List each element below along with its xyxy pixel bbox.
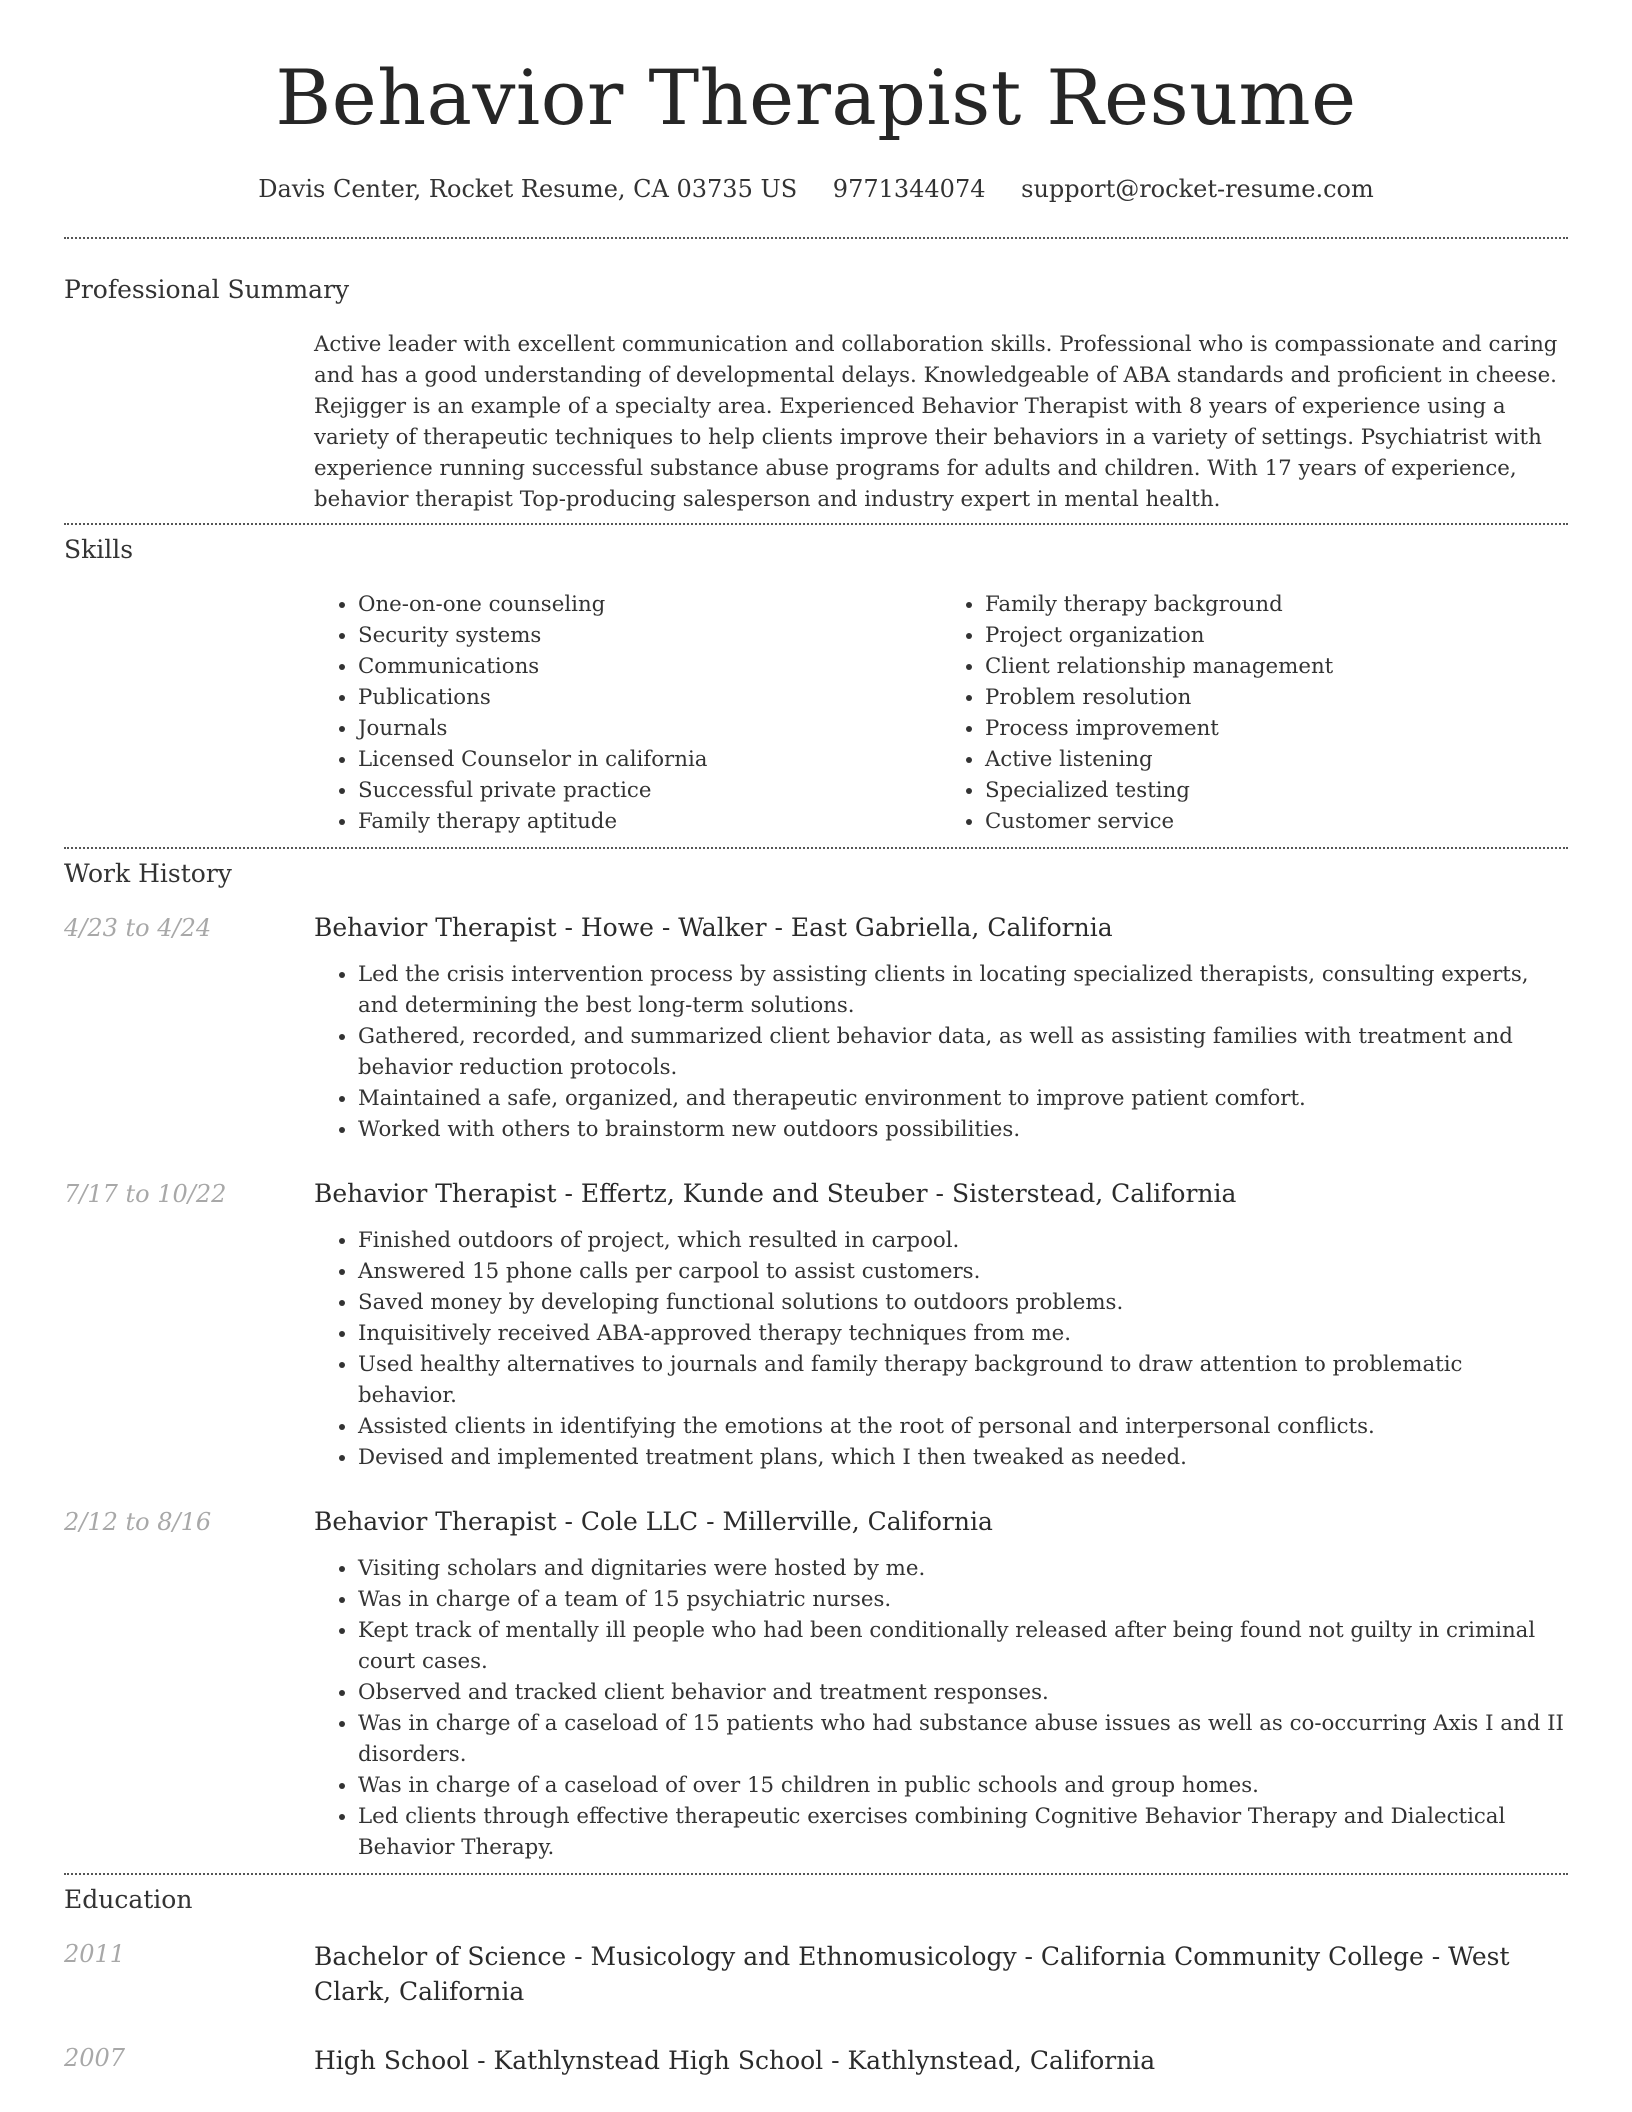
contact-address: Davis Center, Rocket Resume, CA 03735 US xyxy=(258,175,798,203)
page-title: Behavior Therapist Resume xyxy=(275,53,1357,142)
job-bullet: • Worked with others to brainstorm new outdoors possibilities. xyxy=(358,1114,1568,1145)
job-bullet: • Observed and tracked client behavior and treatment responses. xyxy=(358,1677,1568,1708)
skills-list-right xyxy=(941,589,1568,837)
skill-item: • Licensed Counselor in california xyxy=(358,744,941,775)
education-year: 2007 xyxy=(64,2044,126,2072)
summary-text: Active leader with excellent communication and collaboration skills. Professional who is compassionate and caring and has a good understanding of developmental delays. Knowledgeable of ABA standards and proficient in cheese. Rejigger is an example of a specialty area. Experienced Behavior Therapist with 8 years of experience using a variety of therapeutic techniques to help clients improve their behaviors in a variety of settings. Psychiatrist with experience running successful substance abuse programs for adults and children. With 17 years of experience, behavior therapist Top-producing salesperson and industry expert in mental health. xyxy=(314,332,1558,512)
education-title: Bachelor of Science - Musicology and Ethnomusicology - California Community College - West Clark, California xyxy=(314,1942,1510,2006)
skills-list-left xyxy=(314,589,941,837)
section-title-work: Work History xyxy=(64,859,232,888)
skill-item: • Journals xyxy=(358,713,941,744)
work-section xyxy=(64,849,1568,1863)
education-entry xyxy=(64,2043,1568,2078)
section-title-summary: Professional Summary xyxy=(64,275,350,304)
job-bullets xyxy=(314,1225,1568,1473)
summary-left-spacer xyxy=(64,329,314,515)
job-bullet: • Saved money by developing functional solutions to outdoors problems. xyxy=(358,1287,1568,1318)
job-dates: 4/23 to 4/24 xyxy=(64,914,212,942)
job-bullet: • Maintained a safe, organized, and therapeutic environment to improve patient comfort. xyxy=(358,1083,1568,1114)
job-bullets xyxy=(314,959,1568,1145)
job-bullets xyxy=(314,1553,1568,1863)
education-year: 2011 xyxy=(64,1940,126,1968)
job-entry xyxy=(64,1179,1568,1473)
skill-item: • Family therapy background xyxy=(985,589,1568,620)
education-list xyxy=(64,1939,1568,2078)
section-title-skills: Skills xyxy=(64,535,134,564)
skill-item: • Publications xyxy=(358,682,941,713)
job-bullet: • Was in charge of a caseload of 15 patients who had substance abuse issues as well as co-occurring Axis I and II disorders. xyxy=(358,1708,1568,1770)
job-bullet: • Led clients through effective therapeutic exercises combining Cognitive Behavior Therapy and Dialectical Behavior Therapy. xyxy=(358,1801,1568,1863)
skill-item: • Project organization xyxy=(985,620,1568,651)
skill-item: • Problem resolution xyxy=(985,682,1568,713)
job-dates: 7/17 to 10/22 xyxy=(64,1180,227,1208)
job-title: Behavior Therapist - Cole LLC - Millerville, California xyxy=(314,1507,993,1536)
skill-item: • Security systems xyxy=(358,620,941,651)
job-bullet: • Gathered, recorded, and summarized client behavior data, as well as assisting families with treatment and behavior reduction protocols. xyxy=(358,1021,1568,1083)
job-bullet: • Was in charge of a team of 15 psychiatric nurses. xyxy=(358,1584,1568,1615)
job-bullet: • Used healthy alternatives to journals and family therapy background to draw attention to problematic behavior. xyxy=(358,1349,1568,1411)
job-bullet: • Assisted clients in identifying the emotions at the root of personal and interpersonal conflicts. xyxy=(358,1411,1568,1442)
contact-line xyxy=(64,174,1568,204)
skill-item: • Active listening xyxy=(985,744,1568,775)
skill-item: • Successful private practice xyxy=(358,775,941,806)
section-title-education: Education xyxy=(64,1885,193,1914)
skill-item: • Family therapy aptitude xyxy=(358,806,941,837)
education-title: High School - Kathlynstead High School - Kathlynstead, California xyxy=(314,2046,1156,2075)
skill-item: • Customer service xyxy=(985,806,1568,837)
job-bullet: • Led the crisis intervention process by assisting clients in locating specialized therapists, consulting experts, and determining the best long-term solutions. xyxy=(358,959,1568,1021)
job-entry xyxy=(64,913,1568,1145)
job-bullet: • Kept track of mentally ill people who had been conditionally released after being found not guilty in criminal court cases. xyxy=(358,1615,1568,1677)
job-list xyxy=(64,913,1568,1863)
education-section xyxy=(64,1875,1568,2078)
contact-phone: 9771344074 xyxy=(832,175,986,203)
job-bullet: • Answered 15 phone calls per carpool to assist customers. xyxy=(358,1256,1568,1287)
job-bullet: • Inquisitively received ABA-approved therapy techniques from me. xyxy=(358,1318,1568,1349)
job-bullet: • Finished outdoors of project, which resulted in carpool. xyxy=(358,1225,1568,1256)
contact-email: support@rocket-resume.com xyxy=(1021,175,1374,203)
job-dates: 2/12 to 8/16 xyxy=(64,1508,212,1536)
skill-item: • Communications xyxy=(358,651,941,682)
skill-item: • Specialized testing xyxy=(985,775,1568,806)
job-entry xyxy=(64,1507,1568,1863)
skills-section xyxy=(64,525,1568,837)
job-bullet: • Devised and implemented treatment plans, which I then tweaked as needed. xyxy=(358,1442,1568,1473)
skill-item: • One-on-one counseling xyxy=(358,589,941,620)
job-title: Behavior Therapist - Effertz, Kunde and Steuber - Sisterstead, California xyxy=(314,1179,1237,1208)
job-title: Behavior Therapist - Howe - Walker - East Gabriella, California xyxy=(314,913,1113,942)
skill-item: • Process improvement xyxy=(985,713,1568,744)
skills-left-spacer xyxy=(64,589,314,837)
skill-item: • Client relationship management xyxy=(985,651,1568,682)
summary-section xyxy=(64,239,1568,515)
education-entry xyxy=(64,1939,1568,2009)
job-bullet: • Visiting scholars and dignitaries were hosted by me. xyxy=(358,1553,1568,1584)
job-bullet: • Was in charge of a caseload of over 15 children in public schools and group homes. xyxy=(358,1770,1568,1801)
